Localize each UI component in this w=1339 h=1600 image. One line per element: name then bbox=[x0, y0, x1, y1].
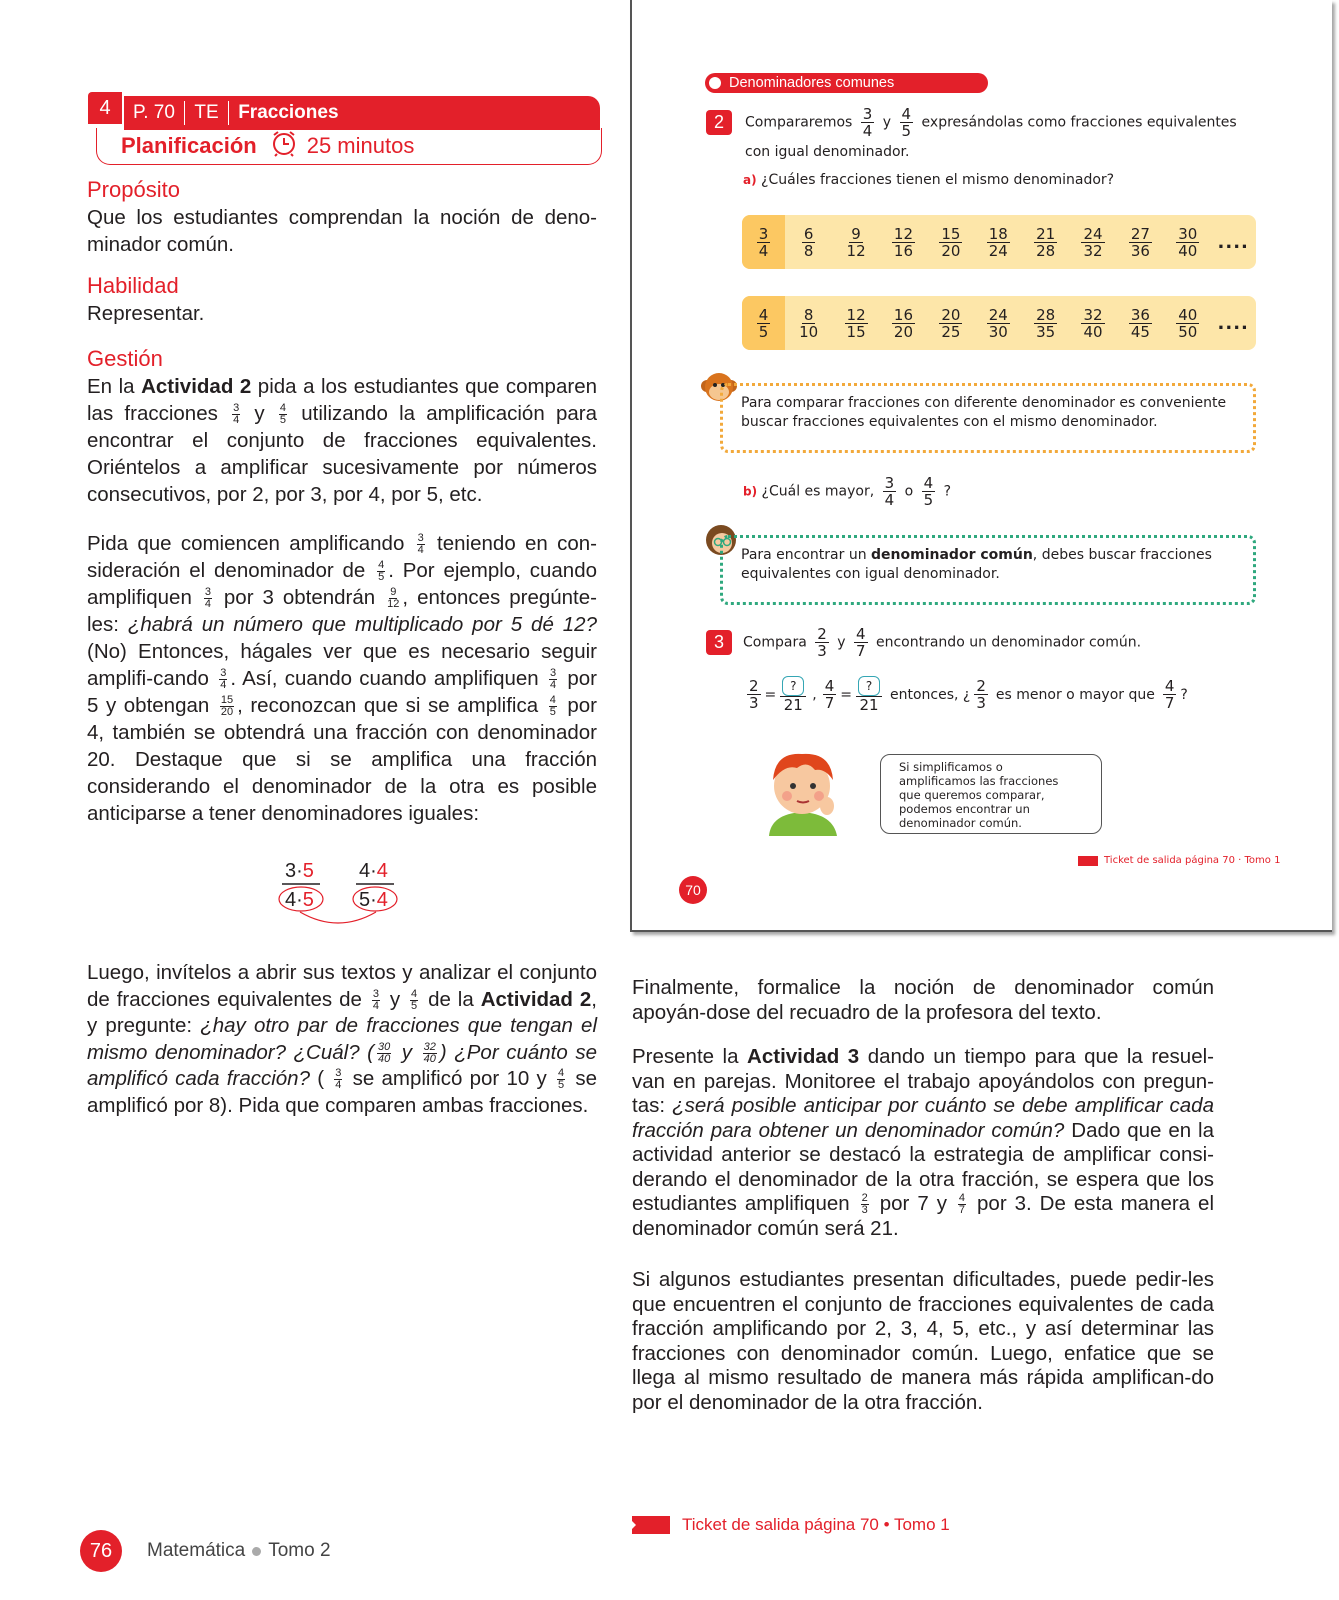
boy-thinking-illustration bbox=[757, 746, 847, 836]
activity-number: 3 bbox=[706, 630, 732, 655]
fraction: 24 32 bbox=[1083, 224, 1103, 260]
fraction: 28 35 bbox=[1036, 305, 1056, 341]
fraction-cell bbox=[927, 307, 974, 340]
lesson-title: Fracciones bbox=[238, 102, 339, 123]
fraction: 24 30 bbox=[988, 305, 1008, 341]
speech-bubble: Si simplificamos o amplificamos las fracciones que queremos comparar, podemos encontrar un denominador común. bbox=[880, 754, 1102, 834]
fraction: 40 50 bbox=[1178, 305, 1198, 341]
fraction-cell bbox=[880, 226, 927, 259]
fraction-cell bbox=[1164, 226, 1211, 259]
svg-text:4·4: 4·4 bbox=[359, 860, 388, 882]
equivalents-row-3-4: 3 4 6 8 9 12 12 16 15 20 18 24 21 28 24 32 27 36 30 40 .... bbox=[742, 215, 1256, 269]
page-ref: P. 70 bbox=[133, 102, 175, 123]
activity-3-equations: 2 3 = ? 21 , 4 7 = ? 21 entonces, ¿ 2 3 es menor o mayor que 4 7 ? bbox=[749, 677, 1188, 714]
fraction-cell bbox=[975, 307, 1022, 340]
alarm-clock-icon bbox=[269, 129, 299, 163]
fraction-cell bbox=[1117, 226, 1164, 259]
fraction: 21 28 bbox=[1036, 224, 1056, 260]
activity-3-statement: Compara $\frac{2}{3}$ y $\frac{4}{7}$ encontrando un denominador común. bbox=[743, 625, 1142, 660]
fraction: 27 36 bbox=[1130, 224, 1150, 260]
ticket-icon bbox=[1078, 856, 1098, 866]
fraction-cell bbox=[1164, 307, 1211, 340]
fraction-cell bbox=[1117, 307, 1164, 340]
planning-label: Planificación bbox=[121, 133, 257, 158]
fraction-cell bbox=[785, 226, 832, 259]
fraction-cell bbox=[927, 226, 974, 259]
question-a: a) ¿Cuáles fracciones tienen el mismo denominador? bbox=[743, 172, 1115, 188]
fraction: 30 40 bbox=[1178, 224, 1198, 260]
tip-box: Para comparar fracciones con diferente denominador es conveniente buscar fracciones equivalentes con el mismo denominador. bbox=[720, 383, 1256, 453]
fraction: 4 5 bbox=[758, 305, 769, 341]
fraction: 16 20 bbox=[893, 305, 914, 341]
fraction-cell bbox=[832, 226, 879, 259]
fraction: 15 20 bbox=[941, 224, 961, 260]
activity-number: 2 bbox=[706, 110, 732, 135]
bullet-icon bbox=[709, 77, 721, 89]
fraction: 6 8 bbox=[803, 224, 814, 260]
te-label: TE bbox=[194, 102, 219, 123]
common-denominator-diagram bbox=[270, 856, 410, 931]
paragraph: Que los estudiantes comprendan la noción de deno-minador común. bbox=[87, 206, 597, 256]
fraction: 3 4 bbox=[758, 224, 769, 260]
proposito-section bbox=[87, 176, 597, 258]
section-title: Denominadores comunes bbox=[729, 75, 895, 91]
fraction: 12 15 bbox=[846, 305, 866, 341]
fraction-cell bbox=[832, 307, 879, 340]
question-b: b) ¿Cuál es mayor, $\frac{3}{4}$ o $\frac{4}{5}$ ? bbox=[743, 474, 952, 509]
paragraph: Luego, invítelos a abrir sus textos y analizar el conjunto de fracciones equivalentes de $\frac{3}{4}$ y $\frac{4}{5}$ de la Actividad 2, y pregunte: ¿hay otro par de fracciones que tengan el mismo denominador? ¿Cuál? ( $\frac{30}{40}$ y $\frac{32}{40}$ ) ¿Por cuánto se amplificó cada fracción? ( $\frac{3}{4}$ se amplificó por 10 y $\frac{4}{5}$ se amplificó por 8). Pida que comparen ambas fracciones. bbox=[87, 961, 598, 1117]
fraction: 20 25 bbox=[941, 305, 961, 341]
gestion-section bbox=[87, 345, 597, 508]
fraction-cell bbox=[1069, 307, 1116, 340]
activity-2-statement: Compararemos $\frac{3}{4}$ y $\frac{4}{5}$ expresándolas como fracciones equivalentes con igual denominador. bbox=[745, 105, 1237, 160]
paragraph: Pida que comiencen amplificando $\frac{3}{4}$ teniendo en con-sideración el denominador de $\frac{4}{5}$ . Por ejemplo, cuando amplifiquen $\frac{3}{4}$ por 3 obtendrán $\frac{9}{12}$ , entonces pregúnte-les: ¿habrá un número que multiplicado por 5 dé 12? (No) Entonces, hágales ver que es necesario seguir amplifi-cando $\frac{3}{4}$ . Así, cuando cuando amplifiquen $\frac{3}{4}$ por 5 y obtengan $\frac{15}{20}$ , reconozcan que si se amplifica $\frac{4}{5}$ por 4, también se obtendrá una fracción con denominador 20. Destaque que si se amplifica una fracción considerando el denominador de la otra es posible anticiparse a tener denominadores iguales: bbox=[87, 532, 598, 825]
textbook-page-number: 70 bbox=[679, 876, 707, 904]
bullet-icon bbox=[252, 1547, 261, 1556]
answer-box[interactable]: ? bbox=[858, 676, 880, 696]
fraction: 36 45 bbox=[1130, 305, 1150, 341]
section-heading: Propósito bbox=[87, 177, 180, 202]
fraction: 18 24 bbox=[988, 224, 1008, 260]
habilidad-section bbox=[87, 272, 597, 327]
fraction: 9 12 bbox=[846, 224, 866, 260]
fraction: 8 10 bbox=[799, 305, 819, 341]
fraction-cell bbox=[1022, 307, 1069, 340]
section-heading: Gestión bbox=[87, 346, 163, 371]
fraction-cell bbox=[880, 307, 927, 340]
equivalents-row-4-5: 4 5 8 10 12 15 16 20 20 25 24 30 28 35 32 40 36 45 40 50 .... bbox=[742, 296, 1256, 350]
planning-box bbox=[96, 128, 602, 165]
svg-text:5·4: 5·4 bbox=[359, 889, 388, 911]
paragraph: Representar. bbox=[87, 302, 205, 325]
lesson-number: 4 bbox=[88, 92, 122, 124]
paragraph: Finalmente, formalice la noción de denominador común apoyán-dose del recuadro de la profesora del texto. bbox=[632, 976, 1214, 1024]
planning-minutes: 25 minutos bbox=[306, 133, 415, 158]
tip-box: Para encontrar un denominador común, debes buscar fracciones equivalentes con igual denominador. bbox=[720, 535, 1256, 605]
section-heading: Habilidad bbox=[87, 273, 179, 298]
paragraph: Si algunos estudiantes presentan dificultades, puede pedir-les que encuentren el conjunto de fracciones equivalentes de cada fracción amplificando por 2, 3, 4, 5, etc., y así determinar las fracciones con denominador común. Luego, enfatice que se llega al mismo resultado de manera más rápida amplifican-do por el denominador de la otra fracción. bbox=[632, 1268, 1214, 1414]
fraction-cell bbox=[1069, 226, 1116, 259]
exit-ticket: Ticket de salida página 70 • Tomo 1 bbox=[632, 1515, 950, 1535]
lesson-header bbox=[124, 96, 600, 130]
svg-text:3·5: 3·5 bbox=[285, 860, 314, 882]
fraction-cell bbox=[1022, 226, 1069, 259]
paragraph: En la Actividad 2 pida a los estudiantes que comparen las fracciones $\frac{3}{4}$ y $\frac{4}{5}$ utilizando la amplificación para encontrar el conjunto de fracciones equivalentes. Oriéntelos a amplificar sucesivamente por números consecutivos, por 2, por 3, por 4, por 5, etc. bbox=[87, 375, 597, 506]
fraction: 12 16 bbox=[893, 224, 914, 260]
fraction: 32 40 bbox=[1083, 305, 1103, 341]
fraction-cell bbox=[785, 307, 832, 340]
textbook-ticket: Ticket de salida página 70 · Tomo 1 bbox=[1078, 855, 1280, 866]
footer-label: Matemática Tomo 2 bbox=[147, 1540, 331, 1561]
answer-box[interactable]: ? bbox=[782, 676, 804, 696]
fraction-cell bbox=[975, 226, 1022, 259]
ticket-icon bbox=[632, 1516, 670, 1534]
page-number: 76 bbox=[80, 1530, 122, 1572]
section-banner bbox=[705, 73, 988, 93]
paragraph: Presente la Actividad 3 dando un tiempo para que la resuel-van en parejas. Monitoree el trabajo apoyándolos con pregun-tas: ¿será posible anticipar por cuánto se debe amplificar cada fracción para obtener un denominador común? Dado que en la actividad anterior se destacó la estrategia de amplificar consi-derando el denominador de la otra fracción, se espera que los estudiantes amplifiquen $\frac{2}{3}$ por 7 y $\frac{4}{7}$ por 3. De esta manera el denominador común será 21. bbox=[632, 1045, 1214, 1240]
svg-text:4·5: 4·5 bbox=[285, 889, 314, 911]
